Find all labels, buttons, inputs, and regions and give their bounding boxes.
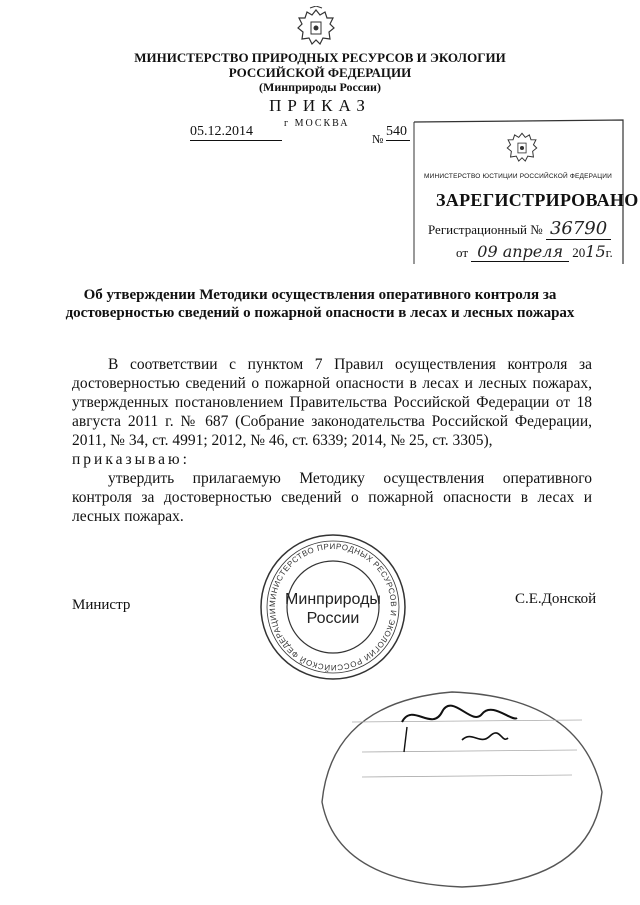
round-seal: [258, 532, 408, 682]
ministry-name-line1: МИНИСТЕРСТВО ПРИРОДНЫХ РЕСУРСОВ И ЭКОЛОГИИ: [134, 50, 506, 65]
document-type-title: ПРИКАЗ: [269, 96, 371, 115]
justice-ministry-label: МИНИСТЕРСТВО ЮСТИЦИИ РОССИЙСКОЙ ФЕДЕРАЦИИ: [424, 173, 613, 180]
signature: [312, 682, 612, 892]
signatory-title: Министр: [72, 597, 131, 613]
reg-year-prefix: 20: [572, 245, 586, 260]
body-paragraph-1: В соответствии с пунктом 7 Правил осуществления контроля за достоверностью сведений о пожарной опасности в лесах и лесных пожарах, утвержденных постановлением Правительства Российской Федерации от 18 августа 2011 г. № 687 (Собрание законодательства Российской Федерации, 2011, № 34, ст. 4991; 2012, № 46, ст. 6339; 2014, № 25, ст. 3305),: [72, 356, 592, 449]
reg-date-handwritten: 09 апреля: [471, 242, 569, 262]
seal-center-line1: Минприроды: [285, 591, 381, 608]
registration-stamp: [412, 118, 639, 266]
reg-number-label: Регистрационный: [428, 222, 528, 237]
body-text: [72, 355, 592, 526]
ministry-short-name: (Минприроды России): [259, 80, 381, 94]
order-date: 05.12.2014: [190, 124, 282, 141]
order-number: 540: [386, 124, 410, 141]
ministry-name-line2: РОССИЙСКОЙ ФЕДЕРАЦИИ: [228, 65, 412, 80]
reg-number: 36790: [546, 218, 611, 240]
body-paragraph-2: утвердить прилагаемую Методику осуществления оперативного контроля за достоверностью сведений о пожарной опасности в лесах и лесных пожарах.: [72, 470, 592, 525]
seal-center-line2: России: [306, 610, 360, 627]
coat-of-arms-icon: [294, 6, 338, 50]
city: г МОСКВА: [284, 118, 350, 129]
reg-date-prefix: от: [456, 245, 469, 260]
order-number-label: №: [372, 132, 384, 146]
document-title-line2: достоверностью сведений о пожарной опасности в лесах и лесных пожарах: [65, 305, 575, 321]
registered-label: ЗАРЕГИСТРИРОВАНО: [436, 190, 639, 210]
coat-of-arms-icon: [504, 130, 540, 166]
reg-year-suffix: г.: [605, 245, 613, 260]
reg-number-sign: №: [530, 222, 543, 237]
order-word: приказываю:: [72, 451, 190, 468]
document-title-line1: Об утверждении Методики осуществления оперативного контроля за: [83, 287, 557, 303]
reg-year-handwritten: 15: [585, 242, 606, 261]
signatory-name: С.Е.Донской: [515, 591, 597, 607]
seal-ring-text: МИНИСТЕРСТВО ПРИРОДНЫХ РЕСУРСОВ И ЭКОЛОГИИ РОССИЙСКОЙ ФЕДЕРАЦИИ: [267, 541, 399, 673]
